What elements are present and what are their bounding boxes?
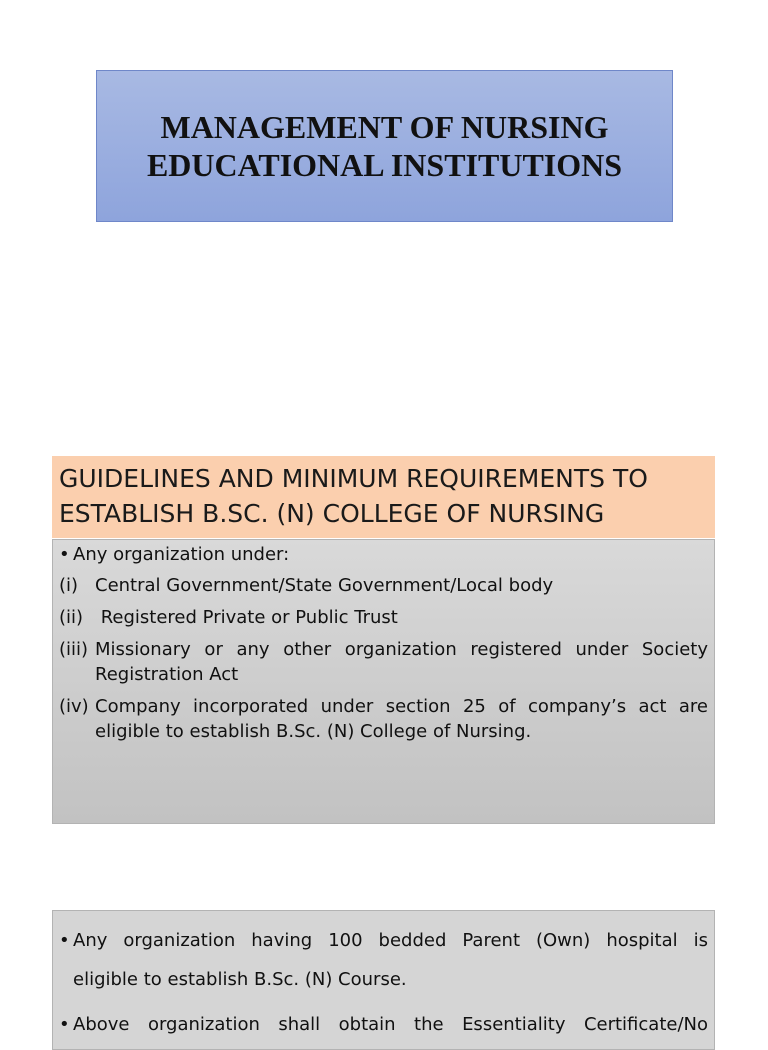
list-item xyxy=(59,573,708,598)
bullet-icon: • xyxy=(59,930,70,951)
item-number: (ii) xyxy=(59,607,84,628)
section-heading xyxy=(59,461,708,531)
intro-line xyxy=(59,542,708,567)
slide-title-line-1: MANAGEMENT OF NURSING xyxy=(160,109,609,145)
item-text: Any organization having 100 bedded Parent (Own) hospital is xyxy=(73,930,708,951)
bullet-icon: • xyxy=(59,1014,70,1035)
item-number: (iv) xyxy=(59,696,89,717)
list-item xyxy=(59,637,708,687)
bullet-icon: • xyxy=(59,544,70,565)
section-heading-box xyxy=(52,456,715,538)
list-item xyxy=(59,1005,708,1044)
list-item xyxy=(59,921,708,960)
item-number: (iii) xyxy=(59,639,89,660)
item-number: (i) xyxy=(59,575,79,596)
list-item xyxy=(59,694,708,744)
item-text: Missionary or any other organization registered under Society Registration Act xyxy=(95,639,708,685)
item-text: Above organization shall obtain the Essentiality Certificate/No xyxy=(73,1014,708,1035)
item-text: eligible to establish B.Sc. (N) Course. xyxy=(73,969,407,990)
slide-title-box xyxy=(96,70,673,222)
eligibility-panel xyxy=(52,539,715,824)
intro-text: Any organization under: xyxy=(73,544,290,565)
section-heading-line-2: ESTABLISH B.SC. (N) COLLEGE OF NURSING xyxy=(59,499,605,528)
item-text: Central Government/State Government/Local body xyxy=(95,575,554,596)
slide-title-line-2: EDUCATIONAL INSTITUTIONS xyxy=(146,147,623,183)
hospital-requirement-panel xyxy=(52,910,715,1050)
item-text: Company incorporated under section 25 of company’s act are eligible to establish B.Sc. (N) College of Nursing. xyxy=(95,696,708,742)
list-item-continuation xyxy=(59,960,708,999)
list-item xyxy=(59,605,708,630)
item-text: Registered Private or Public Trust xyxy=(95,607,398,628)
section-heading-line-1: GUIDELINES AND MINIMUM REQUIREMENTS TO xyxy=(59,464,648,493)
slide-title xyxy=(147,108,622,184)
